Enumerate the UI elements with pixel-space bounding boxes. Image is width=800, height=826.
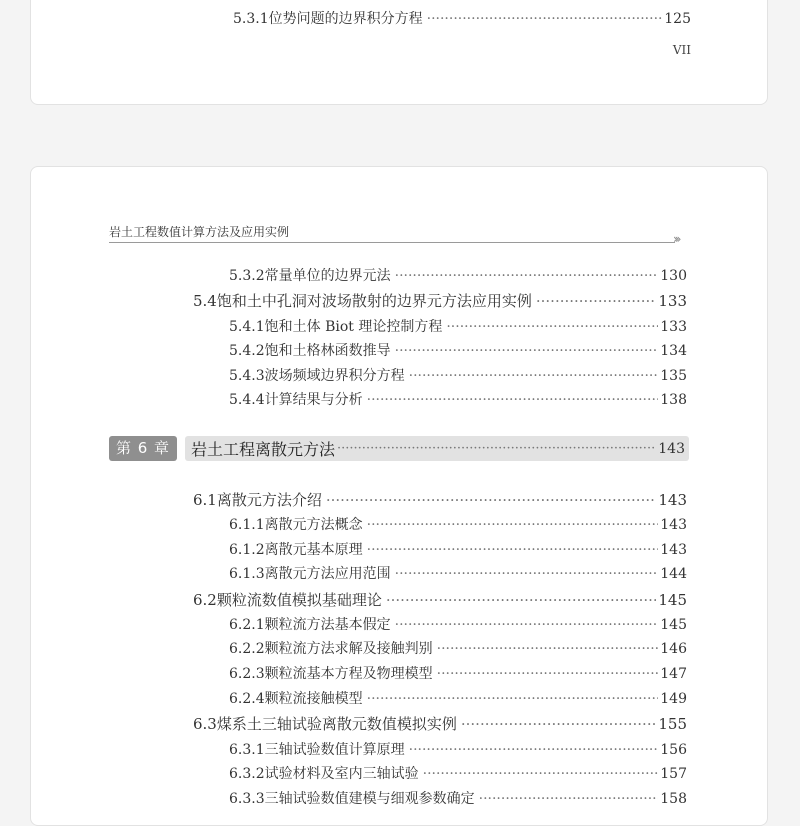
toc-leader-dots <box>395 566 659 582</box>
toc-entry-6-1-2[interactable] <box>229 539 687 559</box>
toc-entry-title: 三轴试验数值计算原理 <box>264 742 405 758</box>
toc-entry-6-3[interactable] <box>193 713 687 734</box>
toc-entry-6-1-3[interactable] <box>229 563 687 583</box>
toc-entry-title: 颗粒流方法基本假定 <box>264 617 391 633</box>
toc-leader-dots <box>479 791 659 807</box>
toc-entry-number: 5.4.4 <box>229 392 265 408</box>
toc-entry-6-3-3[interactable] <box>229 788 687 808</box>
toc-leader-dots <box>437 641 659 657</box>
toc-entry-6-3-2[interactable] <box>229 763 687 783</box>
toc-entry-6-2-2[interactable] <box>229 638 687 658</box>
toc-entry-5-4-2[interactable] <box>229 340 687 360</box>
toc-leader-dots <box>337 441 656 456</box>
book-page-top <box>30 0 768 105</box>
toc-leader-dots <box>536 292 656 310</box>
toc-entry-page: 146 <box>660 641 687 657</box>
chapter-heading-bar[interactable] <box>185 436 689 461</box>
toc-entry-title: 颗粒流接触模型 <box>264 691 363 707</box>
toc-entry-5-4-1[interactable] <box>229 316 687 336</box>
chapter-page: 143 <box>658 440 685 457</box>
toc-entry-page: 144 <box>660 566 687 582</box>
toc-entry-title: 离散元方法应用范围 <box>264 566 391 582</box>
toc-entry-number: 5.4.3 <box>229 368 265 384</box>
toc-leader-dots <box>395 617 659 633</box>
toc-entry-6-1[interactable] <box>193 489 687 510</box>
toc-entry-title: 颗粒流方法求解及接触判别 <box>264 641 433 657</box>
toc-entry-title: 颗粒流基本方程及物理模型 <box>264 666 433 682</box>
toc-entry-5-4-3[interactable] <box>229 365 687 385</box>
toc-entry-title: 煤系土三轴试验离散元数值模拟实例 <box>216 715 457 733</box>
toc-entry-page: 133 <box>658 292 687 310</box>
chevron-ornament-icon: ››› <box>673 232 679 246</box>
toc-entry-number: 6.2.4 <box>229 691 265 707</box>
toc-entry-number: 6.3.1 <box>229 742 265 758</box>
toc-entry-title: 位势问题的边界积分方程 <box>268 11 423 27</box>
toc-leader-dots <box>423 766 659 782</box>
toc-entry-page: 133 <box>660 319 687 335</box>
toc-entry-page: 143 <box>660 542 687 558</box>
toc-entry-5-3-1[interactable] <box>233 8 691 28</box>
toc-leader-dots <box>437 666 659 682</box>
toc-entry-number: 6.2.2 <box>229 641 265 657</box>
toc-leader-dots <box>395 268 659 284</box>
toc-entry-number: 6.1.3 <box>229 566 265 582</box>
toc-leader-dots <box>386 591 656 609</box>
toc-entry-number: 6.1.2 <box>229 542 265 558</box>
toc-leader-dots <box>367 542 659 558</box>
toc-entry-number: 6.3.3 <box>229 791 265 807</box>
toc-leader-dots <box>367 392 659 408</box>
toc-leader-dots <box>326 491 656 509</box>
toc-entry-page: 149 <box>660 691 687 707</box>
toc-entry-title: 波场频域边界积分方程 <box>264 368 405 384</box>
toc-leader-dots <box>367 517 659 533</box>
toc-entry-number: 6.3 <box>193 715 217 733</box>
running-head-rule <box>109 242 675 243</box>
toc-entry-page: 145 <box>658 591 687 609</box>
running-head: 岩土工程数值计算方法及应用实例 <box>109 225 290 239</box>
toc-entry-title: 饱和土体 Biot 理论控制方程 <box>264 319 443 335</box>
toc-leader-dots <box>427 11 663 27</box>
toc-entry-title: 离散元方法概念 <box>264 517 363 533</box>
toc-entry-number: 6.2 <box>193 591 217 609</box>
toc-entry-6-2-3[interactable] <box>229 663 687 683</box>
toc-entry-title: 计算结果与分析 <box>264 392 363 408</box>
toc-entry-number: 5.3.1 <box>233 11 269 27</box>
toc-leader-dots <box>409 368 659 384</box>
toc-entry-page: 157 <box>660 766 687 782</box>
toc-entry-number: 6.2.3 <box>229 666 265 682</box>
toc-entry-5-4[interactable] <box>193 290 687 311</box>
toc-leader-dots <box>367 691 659 707</box>
toc-leader-dots <box>446 319 658 335</box>
toc-entry-5-4-4[interactable] <box>229 389 687 409</box>
toc-entry-number: 5.4.1 <box>229 319 265 335</box>
toc-entry-title: 饱和土格林函数推导 <box>264 343 391 359</box>
toc-leader-dots <box>409 742 659 758</box>
toc-entry-number: 5.4.2 <box>229 343 265 359</box>
toc-entry-number: 5.3.2 <box>229 268 265 284</box>
toc-entry-title: 离散元方法介绍 <box>216 491 322 509</box>
toc-entry-page: 135 <box>660 368 687 384</box>
toc-entry-5-3-2[interactable] <box>229 265 687 285</box>
toc-entry-page: 145 <box>660 617 687 633</box>
toc-entry-page: 143 <box>658 491 687 509</box>
toc-entry-page: 125 <box>664 11 691 27</box>
toc-entry-page: 158 <box>660 791 687 807</box>
chapter-number-badge: 第 6 章 <box>109 436 177 461</box>
toc-entry-title: 颗粒流数值模拟基础理论 <box>216 591 382 609</box>
toc-leader-dots <box>395 343 659 359</box>
toc-entry-6-2-1[interactable] <box>229 614 687 634</box>
toc-entry-number: 6.1.1 <box>229 517 265 533</box>
toc-entry-title: 离散元基本原理 <box>264 542 363 558</box>
toc-entry-page: 138 <box>660 392 687 408</box>
toc-entry-6-2-4[interactable] <box>229 688 687 708</box>
toc-entry-number: 6.3.2 <box>229 766 265 782</box>
toc-leader-dots <box>461 715 656 733</box>
book-page-main <box>30 166 768 826</box>
toc-entry-number: 6.1 <box>193 491 217 509</box>
toc-entry-6-3-1[interactable] <box>229 739 687 759</box>
toc-entry-title: 三轴试验数值建模与细观参数确定 <box>264 791 475 807</box>
toc-entry-number: 6.2.1 <box>229 617 265 633</box>
toc-entry-page: 130 <box>660 268 687 284</box>
toc-entry-title: 常量单位的边界元法 <box>264 268 391 284</box>
toc-entry-6-2[interactable] <box>193 589 687 610</box>
toc-entry-page: 155 <box>658 715 687 733</box>
toc-entry-page: 156 <box>660 742 687 758</box>
page-folio: VII <box>672 43 691 57</box>
toc-entry-6-1-1[interactable] <box>229 514 687 534</box>
toc-entry-page: 147 <box>660 666 687 682</box>
chapter-title: 岩土工程离散元方法 <box>191 440 336 459</box>
toc-entry-page: 143 <box>660 517 687 533</box>
toc-entry-title: 饱和土中孔洞对波场散射的边界元方法应用实例 <box>216 292 532 310</box>
toc-entry-page: 134 <box>660 343 687 359</box>
toc-entry-title: 试验材料及室内三轴试验 <box>264 766 419 782</box>
toc-entry-number: 5.4 <box>193 292 217 310</box>
